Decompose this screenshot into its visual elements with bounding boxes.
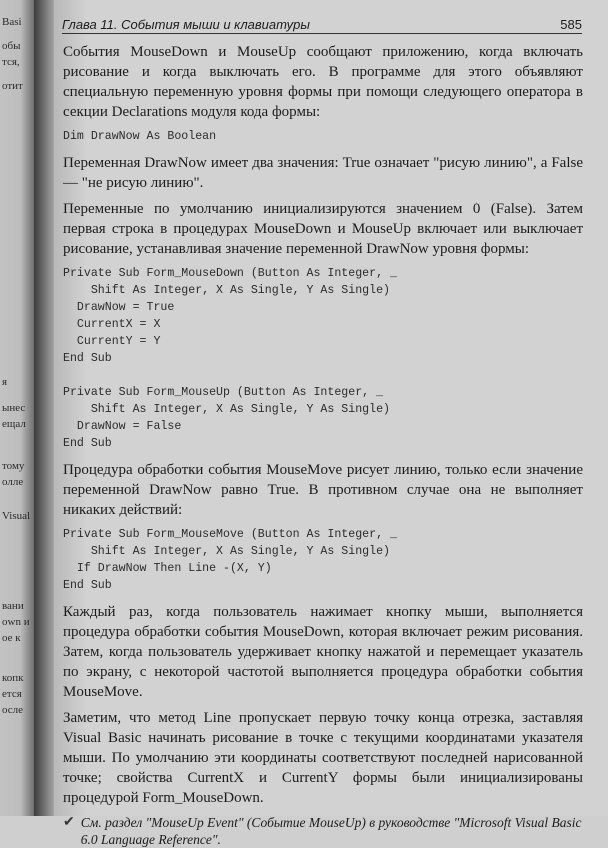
code-line: DrawNow = False [63,420,182,433]
left-page-fragment: вани [2,600,24,612]
code-line: Private Sub Form_MouseMove (Button As Integer, _ [63,528,397,541]
code-line: CurrentY = Y [63,335,161,348]
reference-note-text: См. раздел "MouseUp Event" (Событие MouseUp) в руководстве "Microsoft Visual Basic 6.0 Language Reference". [80,815,582,847]
left-page-fragment: ется [2,688,22,700]
left-page-fragment: тся, [2,56,20,68]
code-line: End Sub [63,579,112,592]
page-body [63,42,583,848]
code-line [63,367,583,384]
left-page-fragment: я [2,376,8,388]
check-icon: ✔ [63,815,75,830]
left-page-fragment: осле [2,704,24,716]
left-page-fragment: тому [2,460,25,472]
left-page-fragment: отит [2,80,23,92]
page-number: 585 [560,17,582,32]
left-page-fragment: own и [2,616,30,628]
book-page [54,0,608,847]
reference-note [63,814,583,848]
code-line: Shift As Integer, X As Single, Y As Single) [63,545,390,558]
paragraph: Переменные по умолчанию инициализируются значением 0 (False). Затем первая строка в процедурах MouseDown и MouseUp включает или выключает рисование, устанавливая значение переменной DrawNow уровня формы: [63,201,583,257]
paragraph: Заметим, что метод Line пропускает первую точку конца отрезка, заставляя Visual Basic начинать рисование в точке с текущими координатами указателя мыши. По умолчанию эти координаты соответствуют последней нарисованной точке; свойства CurrentX и CurrentY формы были инициализированы процедурой Form_MouseDown. [63,710,583,806]
left-page-fragment: ещал [2,418,26,430]
code-line: End Sub [63,437,112,450]
left-page-fragment: копк [2,672,24,684]
left-page-fragment: ынес [2,402,26,414]
code-line: If DrawNow Then Line -(X, Y) [63,562,272,575]
code-line: Private Sub Form_MouseDown (Button As Integer, _ [63,267,397,280]
left-page-edge [0,0,34,816]
paragraph: Переменная DrawNow имеет два значения: True означает "рисую линию", а False — "не рисую линию". [63,155,583,191]
code-line: End Sub [63,352,112,365]
code-line: Dim DrawNow As Boolean [63,130,217,143]
left-page-fragment: обы [2,40,21,52]
paragraph: Процедура обработки события MouseMove рисует линию, только если значение переменной DrawNow равно True. В противном случае она не выполняет никаких действий: [63,462,583,518]
code-line: DrawNow = True [63,301,175,314]
code-line: Private Sub Form_MouseUp (Button As Integer, _ [63,386,384,399]
code-snippet-mouse-handlers [63,265,583,452]
paragraph: Каждый раз, когда пользователь нажимает кнопку мыши, выполняется процедура обработки события MouseDown, которая включает режим рисования. Затем, когда пользователь удерживает кнопку нажатой и перемещает указатель по экрану, с некоторой частотой выполняется процедура обработки события MouseMove. [63,604,583,700]
code-snippet-mousemove [63,526,583,594]
code-line: CurrentX = X [63,318,161,331]
left-page-fragment: Basi [2,16,22,28]
code-line: Shift As Integer, X As Single, Y As Single) [63,403,390,416]
running-head: Глава 11. События мыши и клавиатуры [62,17,310,32]
page-header [62,17,582,34]
left-page-fragment: Visual [2,510,31,522]
left-page-fragment: олле [2,476,24,488]
paragraph: События MouseDown и MouseUp сообщают приложению, когда включать рисование и когда выключать его. В программе для этого объявляют специальную переменную уровня формы при помощи следующего оператора в секции Declarations модуля кода формы: [63,44,583,120]
code-line: Shift As Integer, X As Single, Y As Single) [63,284,390,297]
left-page-fragment: ое к [2,632,21,644]
code-snippet-declaration [63,128,583,145]
